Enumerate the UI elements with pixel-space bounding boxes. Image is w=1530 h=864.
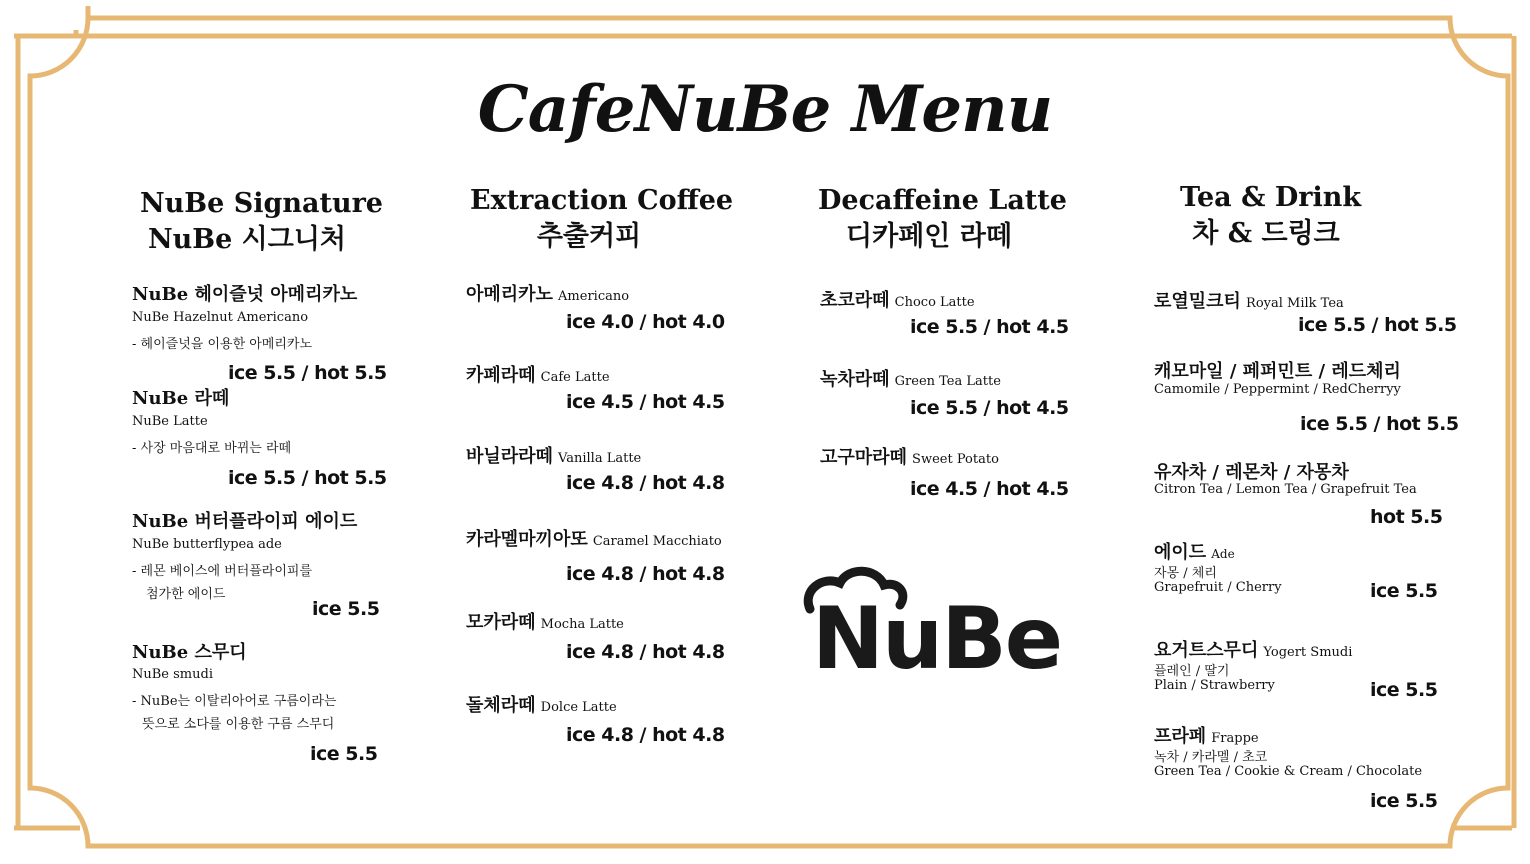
decaf-item <box>820 286 975 312</box>
tea-item-sub-en: Camomile / Peppermint / RedCherryy <box>1154 382 1401 397</box>
coffee-item-price: ice 4.8 / hot 4.8 <box>566 724 725 746</box>
decaf-item <box>820 443 999 469</box>
decaf-heading-ko: 디카페인 라떼 <box>846 221 1012 252</box>
tea-item-name: 요거트스무디 <box>1154 640 1259 661</box>
signature-item-price: ice 5.5 / hot 5.5 <box>228 362 387 384</box>
signature-item-desc: - NuBe는 이탈리아어로 구름이라는 <box>132 694 337 709</box>
coffee-item-en: Dolce Latte <box>540 700 617 715</box>
tea-item-price: ice 5.5 <box>1370 679 1438 701</box>
coffee-item-name: 카라멜마끼아또 <box>466 529 588 550</box>
decaf-item-en: Choco Latte <box>894 295 975 310</box>
logo-text: NuBe <box>812 589 1062 689</box>
decaf-heading <box>818 183 1067 255</box>
tea-heading <box>1180 180 1362 252</box>
signature-heading-ko: NuBe 시그니처 <box>147 224 347 255</box>
coffee-item <box>466 280 629 306</box>
decaf-item-price: ice 5.5 / hot 4.5 <box>910 397 1069 419</box>
tea-item-sub-en: Green Tea / Cookie & Cream / Chocolate <box>1154 764 1423 779</box>
tea-item <box>1154 287 1344 313</box>
signature-item-desc: - 사장 마음대로 바뀌는 라떼 <box>132 441 292 456</box>
tea-item-price: ice 5.5 / hot 5.5 <box>1298 314 1457 336</box>
signature-heading <box>140 186 383 258</box>
decaf-item-price: ice 4.5 / hot 4.5 <box>910 478 1069 500</box>
coffee-item-name: 카페라떼 <box>466 365 536 386</box>
coffee-heading-en: Extraction Coffee <box>470 185 734 216</box>
signature-item-name: NuBe 라떼 <box>132 388 230 409</box>
nube-logo <box>800 565 1090 690</box>
signature-item-price: ice 5.5 <box>312 598 380 620</box>
tea-item-sub-ko: 녹차 / 카라멜 / 초코 <box>1154 750 1268 765</box>
coffee-item <box>466 442 641 468</box>
coffee-item-name: 돌체라떼 <box>466 695 536 716</box>
tea-item-name: 에이드 <box>1154 542 1207 563</box>
signature-item-en: NuBe smudi <box>132 667 213 682</box>
decaf-item-price: ice 5.5 / hot 4.5 <box>910 316 1069 338</box>
signature-item-name: NuBe 스무디 <box>132 642 247 663</box>
tea-item-name: 유자차 / 레몬차 / 자몽차 <box>1154 462 1349 483</box>
tea-item <box>1154 538 1235 564</box>
decaf-item-en: Sweet Potato <box>912 452 999 467</box>
tea-heading-en: Tea & Drink <box>1180 182 1362 213</box>
coffee-item-price: ice 4.8 / hot 4.8 <box>566 641 725 663</box>
signature-item-en: NuBe butterflypea ade <box>132 537 282 552</box>
tea-item-sub-en: Grapefruit / Cherry <box>1154 580 1282 595</box>
tea-item-name: 로열밀크티 <box>1154 291 1241 312</box>
tea-item-price: ice 5.5 / hot 5.5 <box>1300 413 1459 435</box>
tea-item-sub-en: Plain / Strawberry <box>1154 678 1275 693</box>
signature-item-desc: - 헤이즐넛을 이용한 아메리카노 <box>132 337 313 352</box>
tea-heading-ko: 차 & 드링크 <box>1192 218 1340 249</box>
tea-item-en: Yogert Smudi <box>1263 645 1353 660</box>
coffee-item <box>466 361 610 387</box>
tea-item <box>1154 636 1352 662</box>
signature-item-desc: 뜻으로 소다를 이용한 구름 스무디 <box>142 717 335 732</box>
coffee-item-en: Caramel Macchiato <box>592 534 722 549</box>
tea-item-sub-ko: 자몽 / 체리 <box>1154 566 1217 581</box>
tea-item-sub-ko: 플레인 / 딸기 <box>1154 664 1230 679</box>
decaf-item-name: 초코라떼 <box>820 290 890 311</box>
coffee-item-en: Mocha Latte <box>540 617 624 632</box>
coffee-heading <box>470 183 734 255</box>
signature-item-desc: - 레몬 베이스에 버터플라이피를 <box>132 564 313 579</box>
signature-item-name: NuBe 버터플라이피 에이드 <box>132 511 358 532</box>
tea-item <box>1154 722 1259 748</box>
menu-title: CafeNuBe Menu <box>477 72 1053 147</box>
coffee-item <box>466 608 624 634</box>
coffee-item-name: 아메리카노 <box>466 284 553 305</box>
coffee-item-name: 모카라떼 <box>466 612 536 633</box>
signature-heading-en: NuBe Signature <box>140 188 383 219</box>
tea-item-price: ice 5.5 <box>1370 580 1438 602</box>
coffee-item-price: ice 4.8 / hot 4.8 <box>566 563 725 585</box>
coffee-item-en: Vanilla Latte <box>558 451 642 466</box>
coffee-item-price: ice 4.8 / hot 4.8 <box>566 472 725 494</box>
tea-item-sub-en: Citron Tea / Lemon Tea / Grapefruit Tea <box>1154 482 1417 497</box>
coffee-item <box>466 691 617 717</box>
signature-item-name: NuBe 헤이즐넛 아메리카노 <box>132 284 358 305</box>
decaf-item-name: 녹차라떼 <box>820 369 890 390</box>
coffee-item-en: Cafe Latte <box>540 370 610 385</box>
coffee-item-price: ice 4.5 / hot 4.5 <box>566 391 725 413</box>
decaf-item-name: 고구마라떼 <box>820 447 907 468</box>
coffee-item-name: 바닐라라떼 <box>466 446 553 467</box>
signature-item-desc: 첨가한 에이드 <box>146 587 226 602</box>
tea-item-price: hot 5.5 <box>1370 506 1443 528</box>
signature-item-en: NuBe Hazelnut Americano <box>132 310 309 325</box>
tea-item-name: 프라페 <box>1154 726 1207 747</box>
decaf-heading-en: Decaffeine Latte <box>818 185 1067 216</box>
tea-item-price: ice 5.5 <box>1370 790 1438 812</box>
signature-item-en: NuBe Latte <box>132 414 208 429</box>
decaf-item <box>820 365 1001 391</box>
signature-item-price: ice 5.5 <box>310 743 378 765</box>
tea-item-en: Royal Milk Tea <box>1246 296 1344 311</box>
tea-item-en: Ade <box>1211 547 1235 561</box>
coffee-item <box>466 525 722 551</box>
tea-item-name: 캐모마일 / 페퍼민트 / 레드체리 <box>1154 361 1401 382</box>
signature-item-price: ice 5.5 / hot 5.5 <box>228 467 387 489</box>
coffee-heading-ko: 추출커피 <box>536 221 642 252</box>
coffee-item-en: Americano <box>558 289 630 304</box>
decaf-item-en: Green Tea Latte <box>894 374 1001 389</box>
tea-item-en: Frappe <box>1211 731 1259 746</box>
coffee-item-price: ice 4.0 / hot 4.0 <box>566 311 725 333</box>
